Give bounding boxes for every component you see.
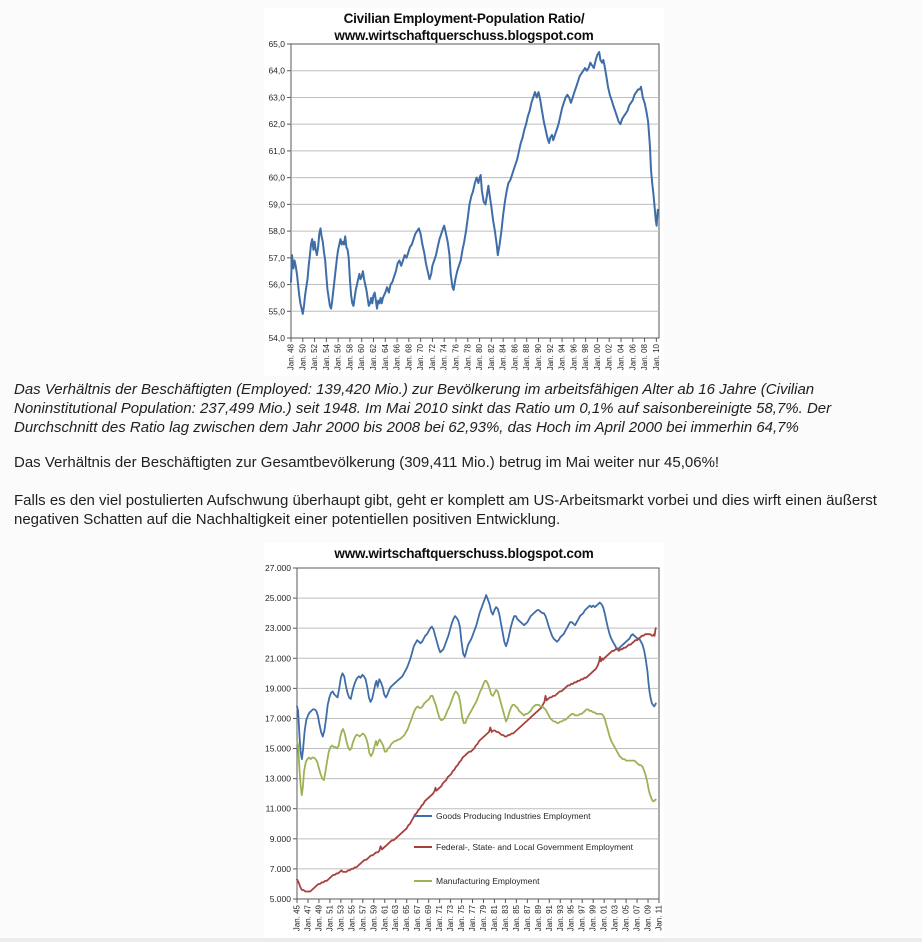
svg-text:63,0: 63,0 bbox=[268, 92, 285, 103]
chart1-title: Civilian Employment-Population Ratio/ bbox=[343, 11, 585, 26]
svg-text:Jan. 89: Jan. 89 bbox=[533, 905, 543, 932]
svg-text:Jan. 00: Jan. 00 bbox=[592, 344, 602, 371]
svg-text:Jan. 03: Jan. 03 bbox=[610, 905, 620, 932]
svg-text:25.000: 25.000 bbox=[265, 593, 291, 604]
svg-text:Jan. 08: Jan. 08 bbox=[640, 344, 650, 371]
svg-text:Jan. 80: Jan. 80 bbox=[475, 344, 485, 371]
svg-text:7.000: 7.000 bbox=[269, 863, 291, 874]
total-population-ratio-paragraph: Das Verhältnis der Beschäftigten zur Gesamtbevölkerung (309,411 Mio.) betrug im Mai weiter nur 45,06%! bbox=[14, 454, 720, 471]
svg-text:65,0: 65,0 bbox=[268, 39, 285, 49]
svg-text:Jan. 06: Jan. 06 bbox=[628, 344, 638, 371]
svg-text:Jan. 94: Jan. 94 bbox=[557, 344, 567, 371]
svg-text:17.000: 17.000 bbox=[265, 713, 291, 724]
chart1-plot-area bbox=[264, 8, 664, 376]
svg-text:Jan. 98: Jan. 98 bbox=[581, 344, 591, 371]
svg-text:Jan. 62: Jan. 62 bbox=[368, 344, 378, 371]
svg-text:58,0: 58,0 bbox=[268, 226, 285, 237]
svg-text:Jan. 70: Jan. 70 bbox=[416, 344, 426, 371]
svg-text:Jan. 73: Jan. 73 bbox=[446, 905, 456, 932]
chart2-plot-area bbox=[264, 543, 664, 938]
svg-text:Jan. 76: Jan. 76 bbox=[451, 344, 461, 371]
svg-text:27.000: 27.000 bbox=[265, 563, 291, 573]
svg-text:15.000: 15.000 bbox=[265, 743, 291, 754]
svg-text:61,0: 61,0 bbox=[268, 145, 285, 156]
svg-text:23.000: 23.000 bbox=[265, 623, 291, 634]
svg-text:Jan. 65: Jan. 65 bbox=[402, 905, 412, 932]
svg-text:Jan. 04: Jan. 04 bbox=[616, 344, 626, 371]
svg-text:Jan. 90: Jan. 90 bbox=[533, 344, 543, 371]
svg-text:Jan. 66: Jan. 66 bbox=[392, 344, 402, 371]
svg-text:Jan. 95: Jan. 95 bbox=[566, 905, 576, 932]
svg-text:Jan. 63: Jan. 63 bbox=[391, 905, 401, 932]
svg-text:Jan. 67: Jan. 67 bbox=[413, 905, 423, 932]
svg-text:Jan. 09: Jan. 09 bbox=[643, 905, 653, 932]
chart2-title-block bbox=[264, 545, 664, 562]
svg-text:Jan. 52: Jan. 52 bbox=[310, 344, 320, 371]
svg-text:9.000: 9.000 bbox=[269, 833, 291, 844]
svg-text:Jan. 07: Jan. 07 bbox=[632, 905, 642, 932]
svg-text:64,0: 64,0 bbox=[268, 65, 285, 76]
svg-text:Jan. 57: Jan. 57 bbox=[358, 905, 368, 932]
svg-text:Jan. 48: Jan. 48 bbox=[286, 344, 296, 371]
svg-text:60,0: 60,0 bbox=[268, 172, 285, 183]
svg-text:Jan. 79: Jan. 79 bbox=[478, 905, 488, 932]
svg-text:62,0: 62,0 bbox=[268, 119, 285, 130]
svg-text:Jan. 81: Jan. 81 bbox=[489, 905, 499, 932]
svg-text:Jan. 05: Jan. 05 bbox=[621, 905, 631, 932]
svg-text:Jan. 78: Jan. 78 bbox=[463, 344, 473, 371]
svg-text:Goods Producing Industries Emp: Goods Producing Industries Employment bbox=[436, 811, 591, 821]
svg-text:59,0: 59,0 bbox=[268, 199, 285, 210]
svg-text:Federal-, State- and Local Gov: Federal-, State- and Local Government Employment bbox=[436, 842, 634, 852]
svg-text:Jan. 53: Jan. 53 bbox=[336, 905, 346, 932]
svg-text:Jan. 51: Jan. 51 bbox=[325, 905, 335, 932]
svg-text:Jan. 88: Jan. 88 bbox=[522, 344, 532, 371]
svg-text:Jan. 85: Jan. 85 bbox=[511, 905, 521, 932]
svg-text:Jan. 47: Jan. 47 bbox=[303, 905, 313, 932]
svg-text:Jan. 99: Jan. 99 bbox=[588, 905, 598, 932]
svg-text:54,0: 54,0 bbox=[268, 333, 285, 343]
svg-text:11.000: 11.000 bbox=[265, 803, 291, 814]
page-bottom-strip bbox=[0, 938, 922, 942]
svg-text:Jan. 45: Jan. 45 bbox=[292, 905, 302, 932]
svg-text:Jan. 49: Jan. 49 bbox=[314, 905, 324, 932]
svg-text:Jan. 93: Jan. 93 bbox=[555, 905, 565, 932]
svg-text:Manufacturing Employment: Manufacturing Employment bbox=[436, 876, 540, 886]
svg-text:Jan. 50: Jan. 50 bbox=[298, 344, 308, 371]
svg-text:Jan. 75: Jan. 75 bbox=[457, 905, 467, 932]
svg-text:Jan. 92: Jan. 92 bbox=[545, 344, 555, 371]
svg-text:55,0: 55,0 bbox=[268, 306, 285, 317]
svg-text:21.000: 21.000 bbox=[265, 653, 291, 664]
chart1-title-block bbox=[264, 10, 664, 44]
svg-text:Jan. 68: Jan. 68 bbox=[404, 344, 414, 371]
svg-text:57,0: 57,0 bbox=[268, 252, 285, 263]
svg-text:Jan. 86: Jan. 86 bbox=[510, 344, 520, 371]
svg-text:Jan. 61: Jan. 61 bbox=[380, 905, 390, 932]
ratio-analysis-paragraph: Das Verhältnis der Beschäftigten (Employed: 139,420 Mio.) zur Bevölkerung im arbeitsfähigen Alter ab 16 Jahre (Civilian Noninstitutional Population: 237,499 Mio.) seit 1948. Im Mai 2010 sinkt das Ratio um 0,1% auf saisonbereinigte 58,7%. Der Durchschnitt des Ratio lag zwischen dem Jahr 2000 bis 2008 bei 62,93%, das Hoch im April 2000 bei immerhin 64,7% bbox=[14, 381, 832, 436]
svg-text:Jan. 58: Jan. 58 bbox=[345, 344, 355, 371]
svg-text:Jan. 11: Jan. 11 bbox=[654, 905, 664, 931]
svg-text:Jan. 56: Jan. 56 bbox=[333, 344, 343, 371]
svg-text:Jan. 60: Jan. 60 bbox=[357, 344, 367, 371]
svg-text:Jan. 69: Jan. 69 bbox=[424, 905, 434, 932]
svg-text:Jan. 02: Jan. 02 bbox=[604, 344, 614, 371]
svg-text:Jan. 59: Jan. 59 bbox=[369, 905, 379, 932]
svg-text:13.000: 13.000 bbox=[265, 773, 291, 784]
svg-text:19.000: 19.000 bbox=[265, 683, 291, 694]
svg-text:Jan. 54: Jan. 54 bbox=[321, 344, 331, 371]
chart1-subtitle: www.wirtschaftquerschuss.blogspot.com bbox=[334, 28, 594, 43]
svg-text:Jan. 64: Jan. 64 bbox=[380, 344, 390, 371]
svg-text:Jan. 71: Jan. 71 bbox=[435, 905, 445, 932]
svg-text:Jan. 84: Jan. 84 bbox=[498, 344, 508, 371]
chart2-title: www.wirtschaftquerschuss.blogspot.com bbox=[334, 546, 594, 561]
svg-text:Jan. 97: Jan. 97 bbox=[577, 905, 587, 932]
svg-text:Jan. 72: Jan. 72 bbox=[427, 344, 437, 371]
svg-text:Jan. 74: Jan. 74 bbox=[439, 344, 449, 371]
svg-text:Jan. 01: Jan. 01 bbox=[599, 905, 609, 932]
employment-sectors-chart bbox=[264, 543, 664, 938]
svg-text:Jan. 77: Jan. 77 bbox=[468, 905, 478, 932]
svg-text:Jan. 10: Jan. 10 bbox=[651, 344, 661, 371]
svg-text:5.000: 5.000 bbox=[269, 894, 291, 904]
svg-text:56,0: 56,0 bbox=[268, 279, 285, 290]
svg-text:Jan. 87: Jan. 87 bbox=[522, 905, 532, 932]
svg-text:Jan. 96: Jan. 96 bbox=[569, 344, 579, 371]
employment-population-ratio-chart bbox=[264, 8, 664, 376]
svg-text:Jan. 55: Jan. 55 bbox=[347, 905, 357, 932]
svg-text:Jan. 83: Jan. 83 bbox=[500, 905, 510, 932]
conclusion-paragraph: Falls es den viel postulierten Aufschwung überhaupt gibt, geht er komplett am US-Arbeitsmarkt vorbei und dies wirft einen äußerst negativen Schatten auf die Nachhaltigkeit einer potentiellen positiven Entwicklung. bbox=[14, 492, 877, 528]
svg-text:Jan. 91: Jan. 91 bbox=[544, 905, 554, 932]
svg-text:Jan. 82: Jan. 82 bbox=[486, 344, 496, 371]
